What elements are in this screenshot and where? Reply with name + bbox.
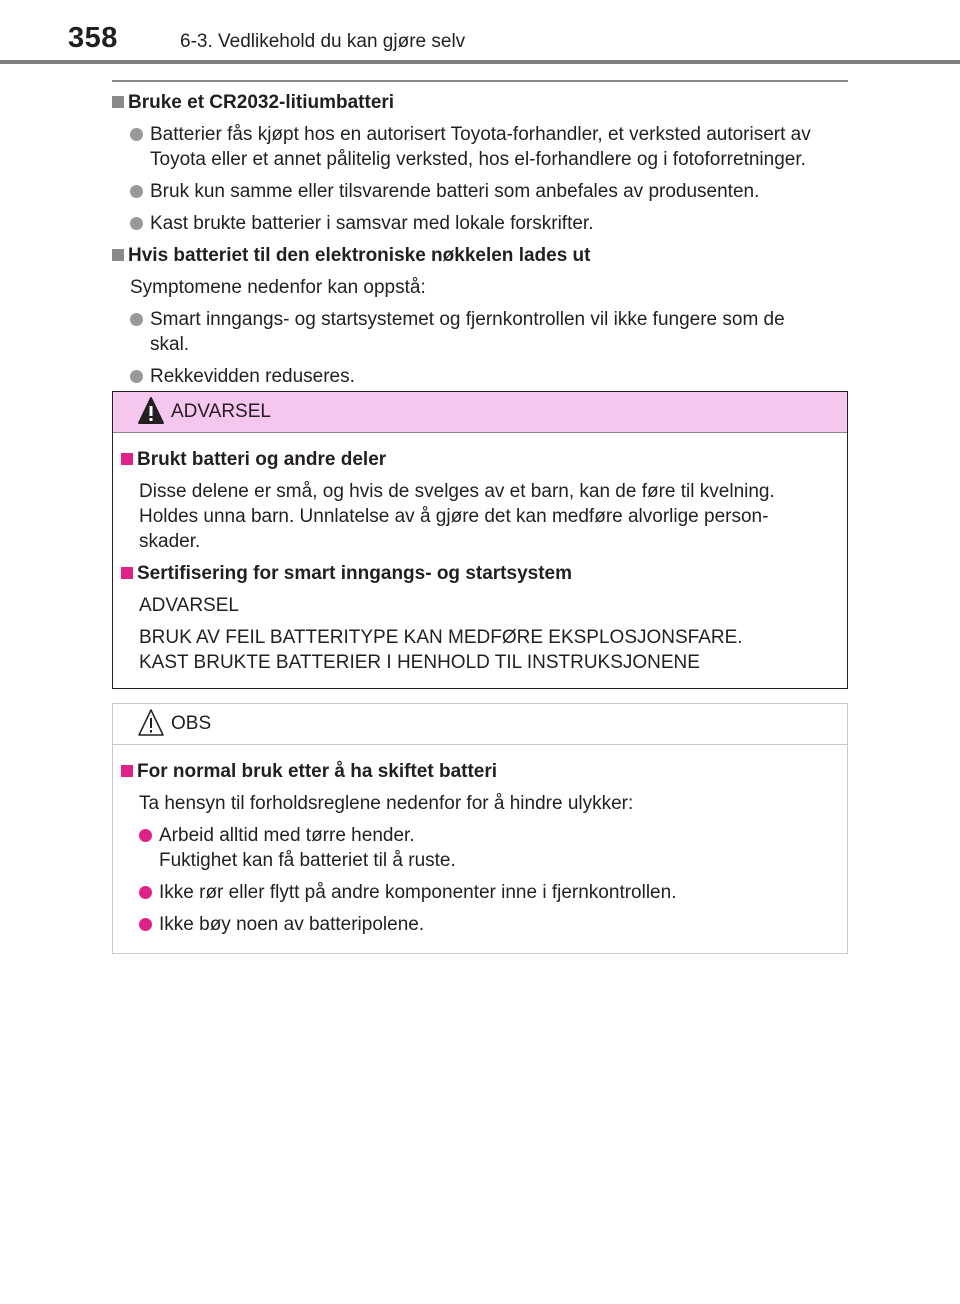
round-bullet-icon	[139, 918, 152, 931]
warning-triangle-icon	[137, 396, 165, 426]
list-item: Ikke rør eller flytt på andre komponenter inne i fjernkontrollen.	[121, 880, 833, 905]
list-item: Arbeid alltid med tørre hender. Fuktighet kan få batteriet til å ruste.	[121, 823, 833, 873]
list-item: Kast brukte batterier i samsvar med lokale forskrifter.	[112, 211, 852, 236]
square-bullet-icon	[112, 96, 124, 108]
list-item: Smart inngangs- og startsystemet og fjernkontrollen vil ikke fungere som de skal.	[112, 307, 852, 357]
section-heading: Hvis batteriet til den elektroniske nøkkelen lades ut	[112, 243, 852, 268]
warning-label: ADVARSEL	[171, 401, 271, 422]
square-bullet-icon	[121, 453, 133, 465]
round-bullet-icon	[139, 829, 152, 842]
page-number: 358	[68, 22, 118, 54]
list-item: Batterier fås kjøpt hos en autorisert Toyota-forhandler, et verksted autorisert av Toyota eller et annet pålitelig verksted, hos el-forhandlere og i fotoforretninger.	[112, 122, 852, 172]
section-title: 6-3. Vedlikehold du kan gjøre selv	[180, 31, 466, 52]
round-bullet-icon	[130, 128, 143, 141]
round-bullet-icon	[130, 185, 143, 198]
square-bullet-icon	[112, 249, 124, 261]
header-rule	[0, 60, 960, 64]
list-item: Bruk kun samme eller tilsvarende batteri som anbefales av produsenten.	[112, 179, 852, 204]
main-content	[112, 90, 852, 396]
round-bullet-icon	[130, 370, 143, 383]
round-bullet-icon	[139, 886, 152, 899]
content-rule	[112, 80, 848, 82]
page-header	[0, 0, 960, 64]
warning-box	[112, 391, 848, 689]
notice-header	[113, 704, 847, 745]
round-bullet-icon	[130, 217, 143, 230]
warning-item-text: Disse delene er små, og hvis de svelges av et barn, kan de føre til kvelning. Holdes unna barn. Unnlatelse av å gjøre det kan medføre alvorlige person- skader.	[139, 481, 775, 552]
section-intro: Symptomene nedenfor kan oppstå:	[130, 277, 426, 298]
list-item: Rekkevidden reduseres.	[112, 364, 852, 389]
warning-item-text: BRUK AV FEIL BATTERITYPE KAN MEDFØRE EKSPLOSJONSFARE. KAST BRUKTE BATTERIER I HENHOLD TIL INSTRUKSJONENE	[139, 627, 743, 673]
square-bullet-icon	[121, 765, 133, 777]
warning-body	[113, 433, 847, 675]
warning-item-heading: Sertifisering for smart inngangs- og startsystem	[121, 561, 833, 586]
caution-triangle-icon	[137, 708, 165, 738]
notice-label: OBS	[171, 713, 212, 734]
notice-intro: Ta hensyn til forholdsreglene nedenfor for å hindre ulykker:	[139, 793, 634, 814]
notice-body	[113, 745, 847, 937]
round-bullet-icon	[130, 313, 143, 326]
warning-item-heading: Brukt batteri og andre deler	[121, 447, 833, 472]
notice-box	[112, 703, 848, 954]
section-heading: Bruke et CR2032-litiumbatteri	[112, 90, 852, 115]
warning-item-subtitle: ADVARSEL	[139, 595, 239, 616]
list-item: Ikke bøy noen av batteripolene.	[121, 912, 833, 937]
warning-header	[113, 392, 847, 433]
square-bullet-icon	[121, 567, 133, 579]
notice-heading: For normal bruk etter å ha skiftet batteri	[121, 759, 833, 784]
